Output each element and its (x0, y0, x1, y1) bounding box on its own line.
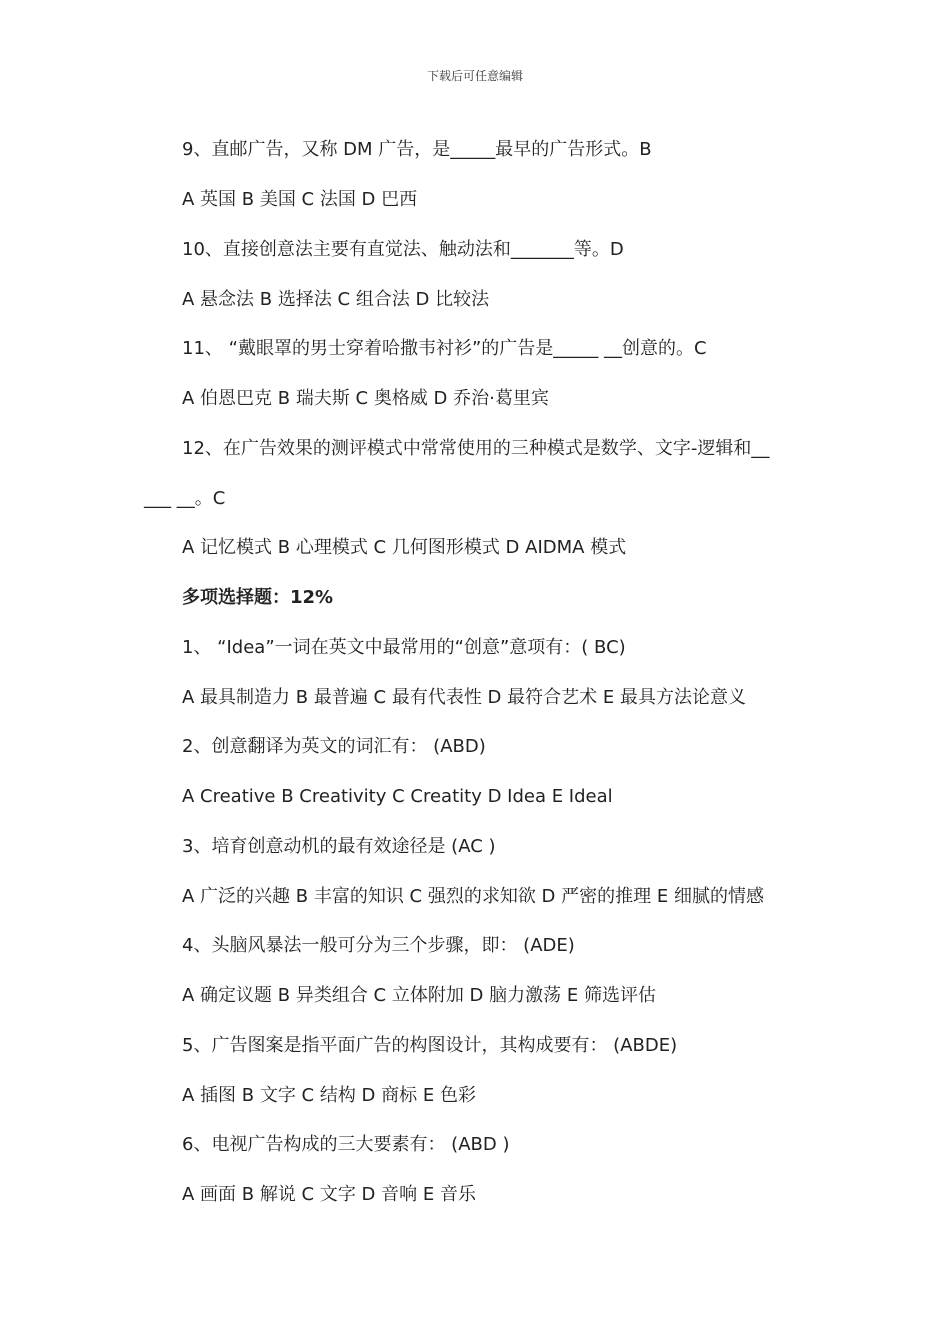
question-9-options: A 英国 B 美国 C 法国 D 巴西 (182, 189, 418, 210)
question-10: 10、直接创意法主要有直觉法、触动法和_______等。D (182, 239, 624, 260)
mc-question-6: 6、电视广告构成的三大要素有： (ABD ) (182, 1134, 510, 1155)
mc-question-4: 4、头脑风暴法一般可分为三个步骤，即： (ADE) (182, 935, 575, 956)
section-heading-multiple-choice: 多项选择题：12% (182, 587, 334, 608)
page-header: 下载后可任意编辑 (426, 69, 523, 83)
mc-question-5-options: A 插图 B 文字 C 结构 D 商标 E 色彩 (182, 1085, 476, 1106)
mc-question-2: 2、创意翻译为英文的词汇有： (ABD) (182, 736, 486, 757)
question-12-options: A 记忆模式 B 心理模式 C 几何图形模式 D AIDMA 模式 (182, 537, 627, 558)
mc-question-2-options: A Creative B Creativity C Creatity D Idea E Ideal (182, 786, 613, 807)
question-11-options: A 伯恩巴克 B 瑞夫斯 C 奥格威 D 乔治·葛里宾 (182, 388, 549, 409)
mc-question-1: 1、 “Idea”一词在英文中最常用的“创意”意项有：( BC) (182, 637, 626, 658)
question-10-options: A 悬念法 B 选择法 C 组合法 D 比较法 (182, 289, 490, 310)
question-11: 11、 “戴眼罩的男士穿着哈撒韦衬衫”的广告是_____ __创意的。C (182, 338, 707, 359)
mc-question-5: 5、广告图案是指平面广告的构图设计，其构成要有： (ABDE) (182, 1035, 678, 1056)
question-9: 9、直邮广告，又称 DM 广告，是_____最早的广告形式。B (182, 139, 652, 160)
mc-question-1-options: A 最具制造力 B 最普遍 C 最有代表性 D 最符合艺术 E 最具方法论意义 (182, 687, 746, 708)
question-12-continuation: ___ __。C (144, 488, 226, 509)
question-12: 12、在广告效果的测评模式中常常使用的三种模式是数学、文字-逻辑和__ (182, 438, 770, 459)
mc-question-6-options: A 画面 B 解说 C 文字 D 音响 E 音乐 (182, 1184, 476, 1205)
mc-question-4-options: A 确定议题 B 异类组合 C 立体附加 D 脑力激荡 E 筛选评估 (182, 985, 656, 1006)
mc-question-3: 3、培育创意动机的最有效途径是 (AC ) (182, 836, 496, 857)
mc-question-3-options: A 广泛的兴趣 B 丰富的知识 C 强烈的求知欲 D 严密的推理 E 细腻的情感 (182, 886, 764, 907)
